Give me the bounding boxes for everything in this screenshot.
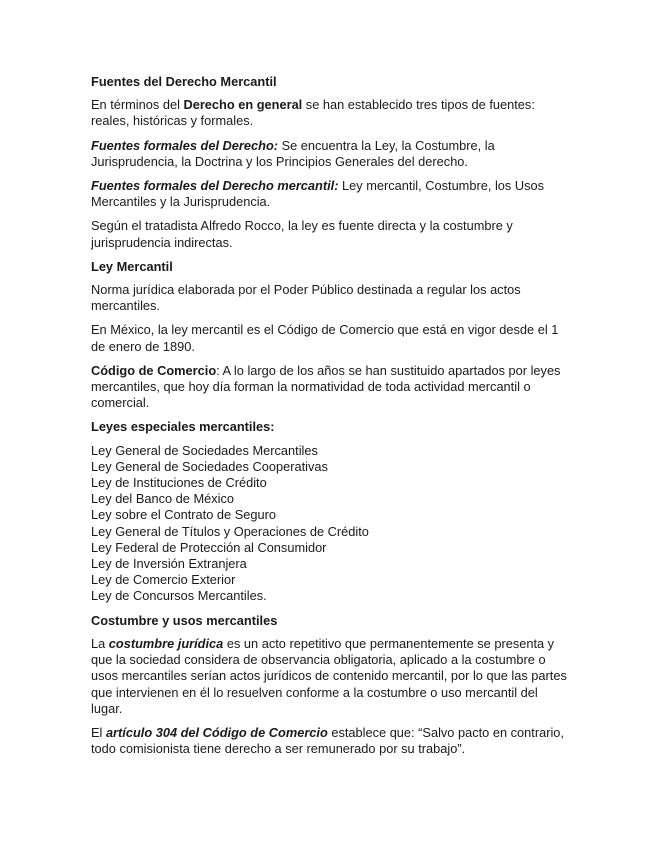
law-item: Ley sobre el Contrato de Seguro xyxy=(91,507,276,523)
paragraph-norma-juridica: Norma jurídica elaborada por el Poder Público destinada a regular los actos mercantiles. xyxy=(91,282,521,314)
paragraph-fuentes-formales-derecho xyxy=(91,138,571,170)
paragraph-fuentes-general xyxy=(91,97,571,129)
text-segment: es un acto repetitivo que permanentemente se presenta y que la sociedad considera de observancia obligatoria, aplicado a la costumbre o usos mercantiles serían actos jurídicos de contenido mercantil, por lo que las partes que intervienen en él lo resuelven conforme a la costumbre o uso mercantil del lugar. xyxy=(91,635,567,716)
text-segment: Ley mercantil, Costumbre, los Usos Mercantiles y la Jurisprudencia. xyxy=(91,178,545,210)
bold-term: Código de Comercio xyxy=(91,362,217,378)
text-segment: se han establecido tres tipos de fuentes: reales, históricas y formales. xyxy=(91,97,535,129)
section-heading-costumbre: Costumbre y usos mercantiles xyxy=(91,612,278,628)
paragraph-costumbre-juridica xyxy=(91,636,571,717)
law-item: Ley General de Sociedades Cooperativas xyxy=(91,458,328,474)
document-page xyxy=(91,74,571,765)
bold-italic-term: Fuentes formales del Derecho mercantil: xyxy=(91,178,339,194)
law-item: Ley de Instituciones de Crédito xyxy=(91,475,267,491)
bold-italic-term: costumbre jurídica xyxy=(108,635,224,651)
paragraph-rocco: Según el tratadista Alfredo Rocco, la ley es fuente directa y la costumbre y jurisprudencia indirectas. xyxy=(91,218,513,250)
law-item: Ley General de Sociedades Mercantiles xyxy=(91,442,318,458)
law-item: Ley General de Títulos y Operaciones de Crédito xyxy=(91,523,369,539)
law-item: Ley de Inversión Extranjera xyxy=(91,556,247,572)
text-segment: establece que: “Salvo pacto en contrario, todo comisionista tiene derecho a ser remunerado por su trabajo”. xyxy=(91,724,564,757)
text-segment: En términos del xyxy=(91,97,184,113)
section-heading-leyes-especiales: Leyes especiales mercantiles: xyxy=(91,419,275,435)
law-item: Ley del Banco de México xyxy=(91,491,234,507)
paragraph-mexico: En México, la ley mercantil es el Código de Comercio que está en vigor desde el 1 de enero de 1890. xyxy=(91,322,559,354)
paragraph-fuentes-formales-mercantil xyxy=(91,178,571,210)
bold-term: Derecho en general xyxy=(183,97,303,113)
law-item: Ley de Comercio Exterior xyxy=(91,572,236,588)
law-list xyxy=(91,443,571,605)
bold-italic-term: Fuentes formales del Derecho: xyxy=(91,137,279,153)
paragraph-articulo-304 xyxy=(91,725,571,757)
text-segment: : A lo largo de los años se han sustituido apartados por leyes mercantiles, que hoy día forman la normatividad de toda actividad mercantil o comercial. xyxy=(91,362,561,411)
paragraph-codigo-comercio xyxy=(91,363,571,412)
text-segment: El xyxy=(91,724,106,740)
section-heading-ley-mercantil: Ley Mercantil xyxy=(91,258,173,274)
law-item: Ley de Concursos Mercantiles. xyxy=(91,588,267,604)
text-segment: La xyxy=(91,635,109,651)
text-segment: Se encuentra la Ley, la Costumbre, la Jurisprudencia, la Doctrina y los Principios Generales del derecho. xyxy=(91,137,495,169)
bold-italic-term: artículo 304 del Código de Comercio xyxy=(105,724,328,740)
document-title: Fuentes del Derecho Mercantil xyxy=(91,74,277,89)
law-item: Ley Federal de Protección al Consumidor xyxy=(91,539,327,555)
